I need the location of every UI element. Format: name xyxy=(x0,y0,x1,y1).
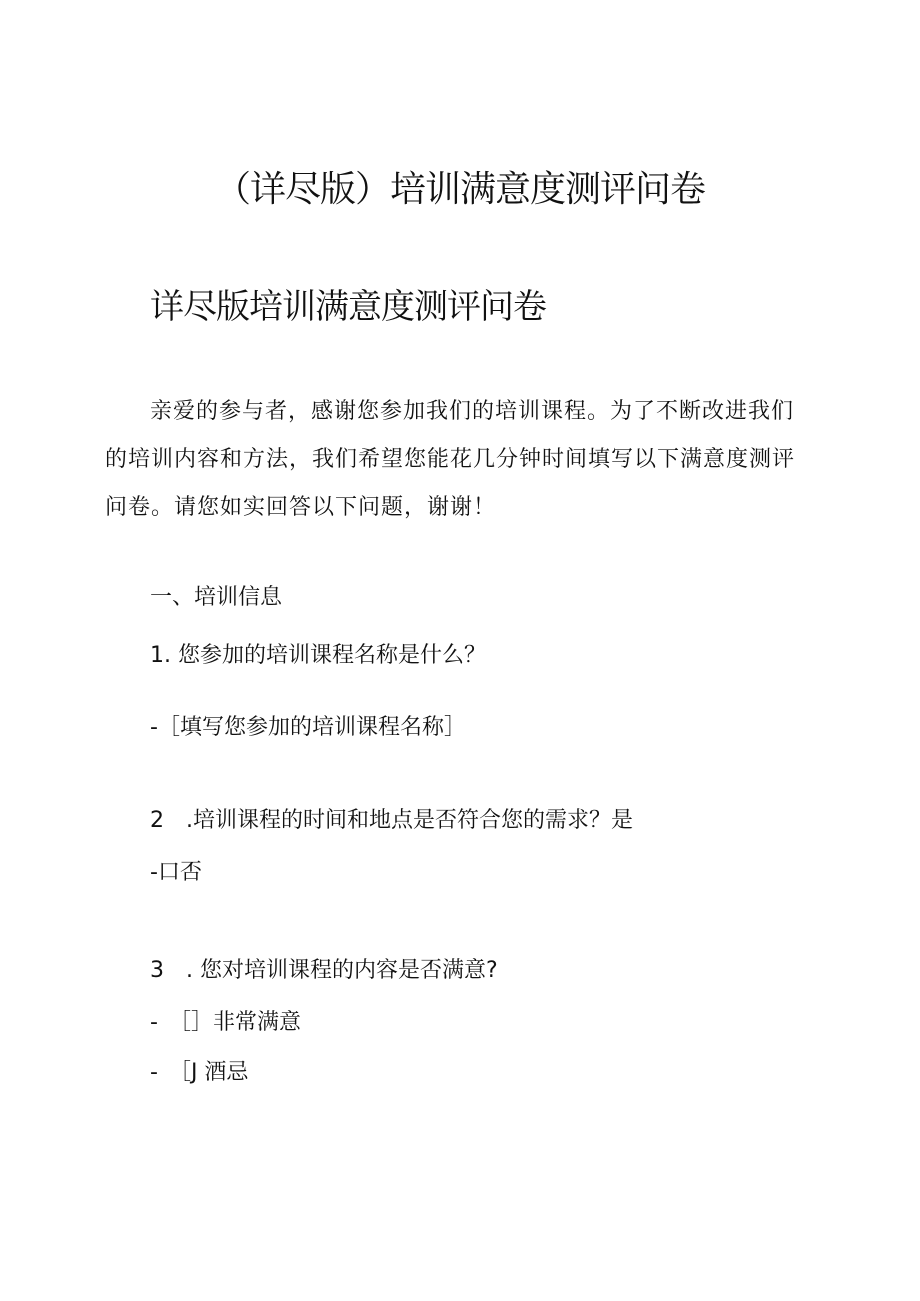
question-3-option-2: - ［J 酒忌 xyxy=(150,1060,249,1085)
document-subtitle: 详尽版培训满意度测评问卷 xyxy=(150,287,546,327)
section-heading-training-info: 一、培训信息 xyxy=(150,585,283,610)
question-2-answer: -口否 xyxy=(150,860,202,885)
intro-paragraph: 亲爱的参与者，感谢您参加我们的培训课程。为了不断改进我们的培训内容和方法，我们希望您能花几分钟时间填写以下满意度测评问卷。请您如实回答以下问题，谢谢！ xyxy=(105,399,796,520)
question-3: 3 . 您对培训课程的内容是否满意? xyxy=(150,958,498,983)
question-2: 2 .培训课程的时间和地点是否符合您的需求？是 xyxy=(150,808,633,833)
document-title: （详尽版）培训满意度测评问卷 xyxy=(214,169,705,210)
question-1-answer: -［填写您参加的培训课程名称］ xyxy=(150,715,466,740)
question-1: 1. 您参加的培训课程名称是什么？ xyxy=(150,643,486,668)
question-3-option-1: - ［］非常满意 xyxy=(150,1010,301,1035)
